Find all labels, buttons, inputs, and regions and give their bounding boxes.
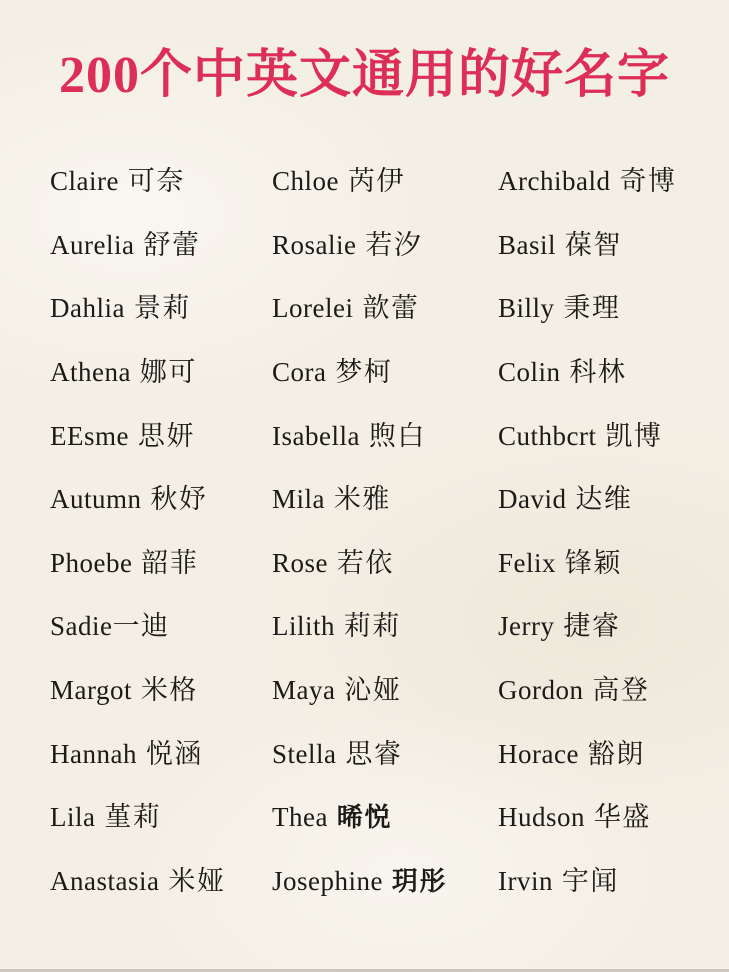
name-chinese: 秉理	[563, 293, 621, 324]
name-chinese: 凯博	[605, 420, 663, 451]
name-english: Josephine	[272, 865, 383, 896]
name-item	[498, 229, 699, 260]
name-chinese: 米娅	[168, 865, 226, 896]
name-item	[498, 295, 699, 322]
name-chinese: 华盛	[593, 802, 651, 833]
name-item	[272, 865, 498, 897]
name-english: Archibald	[498, 166, 611, 197]
name-chinese: 韶菲	[141, 547, 199, 578]
name-chinese: 一迪	[112, 611, 170, 642]
name-chinese: 奇博	[619, 166, 677, 197]
name-item	[50, 677, 272, 704]
name-item	[498, 804, 699, 831]
name-english: Billy	[498, 293, 555, 324]
name-english: Hannah	[50, 738, 137, 769]
name-english: Maya	[272, 675, 336, 706]
name-english: Basil	[498, 229, 557, 260]
name-item	[50, 738, 272, 769]
name-item	[50, 486, 272, 513]
name-item	[272, 486, 498, 513]
name-english: Aurelia	[50, 229, 135, 260]
name-item	[50, 420, 272, 451]
name-english: Sadie	[50, 611, 113, 642]
name-item	[50, 229, 272, 260]
name-english: Irvin	[498, 865, 553, 896]
name-chinese: 可奈	[127, 166, 185, 197]
name-english: Autumn	[50, 484, 142, 515]
name-english: Isabella	[272, 420, 360, 451]
name-chinese: 若汐	[365, 229, 423, 260]
name-chinese: 梦柯	[335, 357, 393, 388]
name-english: Rosalie	[272, 229, 357, 260]
name-chinese: 晞悦	[336, 803, 392, 834]
name-chinese: 高登	[592, 675, 650, 706]
name-english: EEsme	[50, 420, 129, 451]
name-item	[498, 168, 699, 195]
name-item	[272, 168, 498, 195]
names-grid	[50, 150, 699, 913]
name-chinese: 玥彤	[391, 866, 447, 897]
name-english: Cuthbcrt	[498, 420, 597, 451]
name-chinese: 葆智	[564, 229, 622, 260]
name-english: Rose	[272, 547, 328, 578]
name-item	[272, 677, 498, 704]
name-english: Athena	[50, 357, 131, 388]
name-english: Lilith	[272, 611, 335, 642]
name-chinese: 科林	[569, 357, 627, 388]
name-chinese: 思妍	[137, 420, 195, 451]
name-english: Colin	[498, 357, 561, 388]
name-english: Hudson	[498, 802, 586, 833]
name-item	[50, 359, 272, 386]
name-chinese: 莉莉	[343, 611, 401, 642]
name-english: Chloe	[272, 166, 339, 197]
name-item	[498, 486, 699, 513]
name-item	[272, 359, 498, 386]
name-item	[498, 359, 699, 386]
name-chinese: 舒蕾	[143, 229, 201, 260]
name-english: Thea	[272, 802, 328, 833]
name-chinese: 堇莉	[104, 802, 162, 833]
name-item	[50, 804, 272, 831]
name-chinese: 景莉	[133, 293, 191, 324]
name-item	[272, 613, 498, 640]
name-item	[272, 802, 498, 834]
name-english: Lorelei	[272, 293, 354, 324]
name-english: Margot	[50, 675, 132, 706]
name-english: Felix	[498, 547, 557, 578]
name-chinese: 达维	[575, 484, 633, 515]
name-english: Phoebe	[50, 547, 133, 578]
name-item	[50, 613, 272, 640]
name-english: Mila	[272, 484, 325, 515]
name-item	[272, 547, 498, 578]
name-item	[498, 677, 699, 704]
name-english: Gordon	[498, 675, 584, 706]
name-item	[50, 547, 272, 578]
name-item	[50, 865, 272, 896]
name-english: Horace	[498, 738, 579, 769]
name-item	[498, 865, 699, 896]
name-item	[498, 420, 699, 451]
name-item	[272, 229, 498, 260]
name-english: Anastasia	[50, 865, 160, 896]
name-chinese: 秋妤	[150, 484, 208, 515]
name-item	[498, 738, 699, 769]
name-english: Dahlia	[50, 293, 125, 324]
name-english: Claire	[50, 166, 119, 197]
name-chinese: 锋颖	[564, 547, 622, 578]
name-item	[498, 547, 699, 578]
name-item	[498, 613, 699, 640]
name-item	[272, 295, 498, 322]
name-item	[50, 295, 272, 322]
name-chinese: 煦白	[368, 420, 426, 451]
poster-title: 200个中英文通用的好名字	[58, 47, 670, 104]
name-chinese: 米雅	[333, 484, 391, 515]
name-english: Stella	[272, 738, 337, 769]
name-chinese: 捷睿	[563, 611, 621, 642]
name-chinese: 思睿	[345, 738, 403, 769]
name-english: Cora	[272, 357, 327, 388]
name-chinese: 芮伊	[347, 166, 405, 197]
name-chinese: 沁娅	[344, 675, 402, 706]
name-chinese: 若依	[336, 547, 394, 578]
name-chinese: 米格	[140, 675, 198, 706]
name-english: David	[498, 484, 567, 515]
name-chinese: 豁朗	[587, 738, 645, 769]
name-chinese: 悦涵	[145, 738, 203, 769]
name-item	[272, 738, 498, 769]
name-chinese: 宇闻	[561, 865, 619, 896]
name-item	[50, 168, 272, 195]
name-chinese: 歆蕾	[362, 293, 420, 324]
name-english: Lila	[50, 802, 96, 833]
name-chinese: 娜可	[139, 357, 197, 388]
name-item	[272, 420, 498, 451]
name-english: Jerry	[498, 611, 555, 642]
